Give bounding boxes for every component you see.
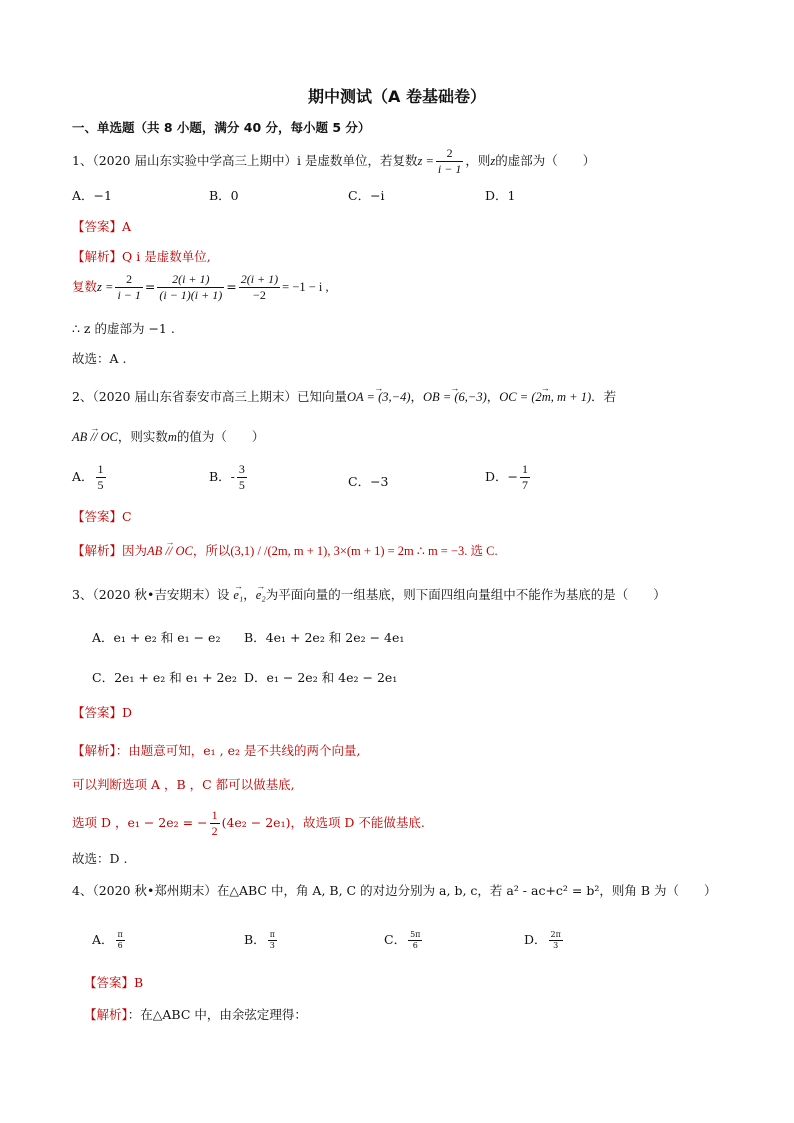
q1-fraction: $\frac{2}{i - 1}$ [437, 146, 462, 176]
q4-analysis-1: 【解析】：在△ABC 中，由余弦定理得： [84, 1007, 307, 1022]
q1-frac-3: $\frac{2(i + 1)}{-2}$ [240, 272, 279, 302]
q1-option-c: C．−i [348, 188, 385, 203]
q2-option-c: C．−3 [348, 474, 389, 489]
q2-option-a: A． $\frac{1}{5}$ [72, 462, 104, 492]
q1-analysis-2: 复数z = $\frac{2}{i - 1}$ = $\frac{2(i + 1)}{(i - 1)(i + 1)}$ = $\frac{2(i + 1)}{-2}$ = −1 − i , [72, 272, 329, 302]
q4-option-a: A． $\frac{\pi}{6}$ [92, 930, 123, 950]
q4-option-c: C． $\frac{5\pi}{6}$ [384, 930, 421, 950]
q1-option-a: A．−1 [72, 188, 112, 203]
q2-stem: 2、（2020 届山东省泰安市高三上期末）已知向量→ OA = (3,−4)，→ OB = (6,−3)，→ OC = (2m, m + 1)．若 [72, 388, 616, 406]
q2-stem-2: → AB // OC，则实数m的值为（ ） [72, 428, 264, 446]
q3-analysis-1: 【解析】：由题意可知，e₁ , e₂ 是不共线的两个向量, [72, 743, 361, 758]
q2-option-d: D．− $\frac{1}{7}$ [485, 462, 528, 492]
q1-frac-2: $\frac{2(i + 1)}{(i - 1)(i + 1)}$ [159, 272, 223, 302]
q1-stem: 1、（2020 届山东实验中学高三上期中）i 是虚数单位，若复数z = $\frac{2}{i - 1}$ ，则z的虚部为（ ） [72, 146, 596, 176]
q3-stem: 3、（2020 秋•吉安期末）设 → e₁，→ e₂为平面向量的一组基底，则下面四组向量组中不能作为基底的是（ ） [72, 586, 666, 604]
q3-analysis-2: 可以判断选项 A ，B ，C 都可以做基底, [72, 777, 295, 792]
q4-option-b: B． $\frac{\pi}{3}$ [244, 930, 275, 950]
q2-option-b: B．- $\frac{3}{5}$ [209, 462, 245, 492]
q3-option-b: B．4e₁ + 2e₂ 和 2e₂ − 4e₁ [244, 630, 405, 645]
q1-frac-1: $\frac{2}{i - 1}$ [117, 272, 141, 302]
q4-stem: 4、（2020 秋•郑州期末）在△ABC 中，角 A, B, C 的对边分别为 a, b, c，若 a² - ac+c² = b²，则角 B 为（ ） [72, 883, 717, 898]
q1-answer: 【答案】A [72, 219, 132, 234]
section-heading: 一、单选题（共 8 小题，满分 40 分，每小题 5 分） [72, 120, 371, 135]
q3-choose: 故选：D . [72, 851, 128, 866]
q2-analysis: 【解析】因为→ AB // OC，所以(3,1) / /(2m, m + 1), 3×(m + 1) = 2m ∴ m = −3. 选 C. [72, 542, 498, 560]
q3-option-a: A．e₁ + e₂ 和 e₁ − e₂ [92, 630, 221, 645]
page-title: 期中测试（A 卷基础卷） [308, 87, 486, 106]
q3-analysis-3: 选项 D ，e₁ − 2e₂ = − $\frac{1}{2}$ (4e₂ − 2e₁)，故选项 D 不能做基底. [72, 808, 425, 838]
q1-option-b: B．0 [209, 188, 239, 203]
q1-analysis-1: 【解析】Q i 是虚数单位, [72, 249, 211, 264]
q3-option-d: D．e₁ − 2e₂ 和 4e₂ − 2e₁ [244, 670, 398, 685]
q3-answer: 【答案】D [72, 705, 133, 720]
q3-option-c: C．2e₁ + e₂ 和 e₁ + 2e₂ [92, 670, 237, 685]
q2-answer: 【答案】C [72, 509, 132, 524]
q1-option-d: D．1 [485, 188, 516, 203]
q1-choose: 故选：A . [72, 351, 127, 366]
q4-option-d: D． $\frac{2\pi}{3}$ [524, 930, 561, 950]
q4-answer: 【答案】B [84, 975, 144, 990]
q1-analysis-3: ∴ z 的虚部为 −1 . [72, 321, 175, 336]
